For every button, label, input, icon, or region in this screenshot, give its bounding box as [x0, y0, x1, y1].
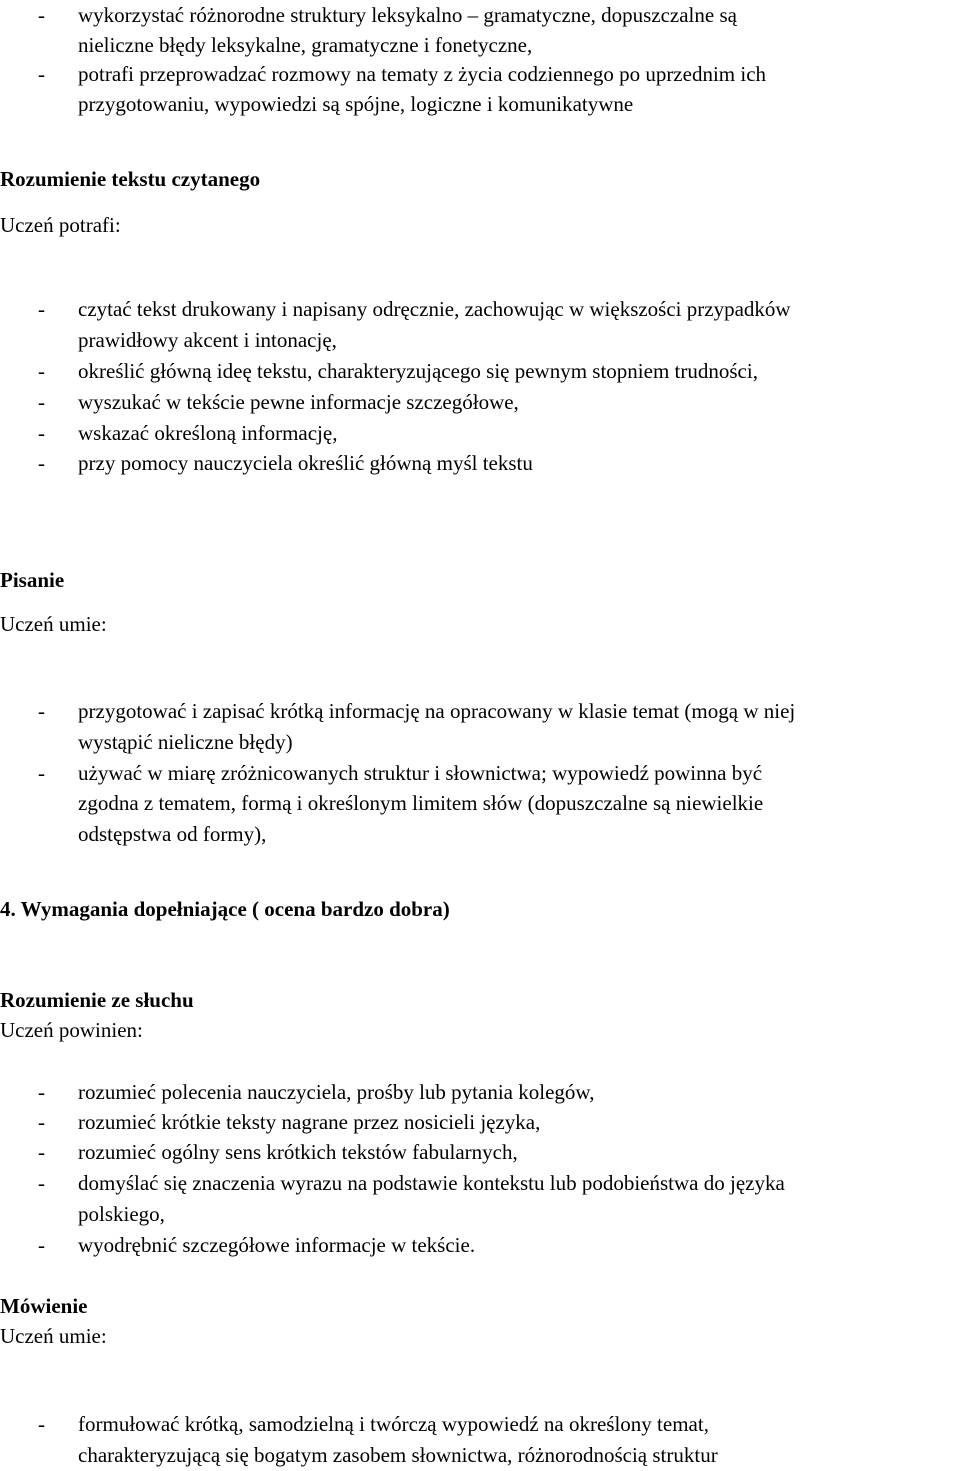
section-heading: Rozumienie ze słuchu: [0, 988, 194, 1012]
document-page: - wykorzystać różnorodne struktury leksykalno – gramatyczne, dopuszczalne są nieliczne błędy leksykalne, gramatyczne i fonetyczne, - potrafi przeprowadzać rozmowy na tematy z życia codziennego po uprzednim ich przygotowaniu, wypowiedzi są spójne, logiczne i komunikatywne Rozumienie tekstu czytanego Uczeń potrafi: - czytać tekst drukowany i napisany odręcznie, zachowując w większości przypadków prawidłowy akcent i intonację, - określić główną ideę tekstu, charakteryzującego się pewnym stopniem trudności, - wyszukać w tekście pewne informacje szczegółowe, - wskazać określoną informację, - przy pomocy nauczyciela określić główną myśl tekstu Pisanie Uczeń umie: - przygotować i zapisać krótką informację na opracowany w klasie temat (mogą w niej wystąpić nieliczne błędy) - używać w miarę zróżnicowanych struktur i słownictwa; wypowiedź powinna być zgodna z tematem, formą i określonym limitem słów (dopuszczalne są niewielkie odstępstwa od formy), 4. Wymagania dopełniające ( ocena bardzo dobra) Rozumienie ze słuchu Uczeń powinien: - rozumieć polecenia nauczyciela, prośby lub pytania kolegów, - rozumieć krótkie teksty nagrane przez nosicieli języka, - rozumieć ogólny sens krótkich tekstów fabularnych, - domyślać się znaczenia wyrazu na podstawie kontekstu lub podobieństwa do języka polskiego, - wyodrębnić szczegółowe informacje w tekście. Mówienie Uczeń umie: - formułować krótką, samodzielną i twórczą wypowiedź na określony temat, charakteryzującą się bogatym zasobem słownictwa, różnorodnością struktur: [0, 3, 796, 1467]
section-intro: Uczeń potrafi:: [0, 213, 121, 237]
section-intro: Uczeń umie:: [0, 1324, 107, 1348]
section-intro: Uczeń powinien:: [0, 1018, 143, 1042]
chapter-heading: 4. Wymagania dopełniające ( ocena bardzo dobra): [0, 897, 450, 921]
section-heading: Mówienie: [0, 1294, 88, 1318]
section-heading: Rozumienie tekstu czytanego: [0, 167, 261, 191]
section-heading: Pisanie: [0, 568, 65, 592]
section-intro: Uczeń umie:: [0, 612, 107, 636]
